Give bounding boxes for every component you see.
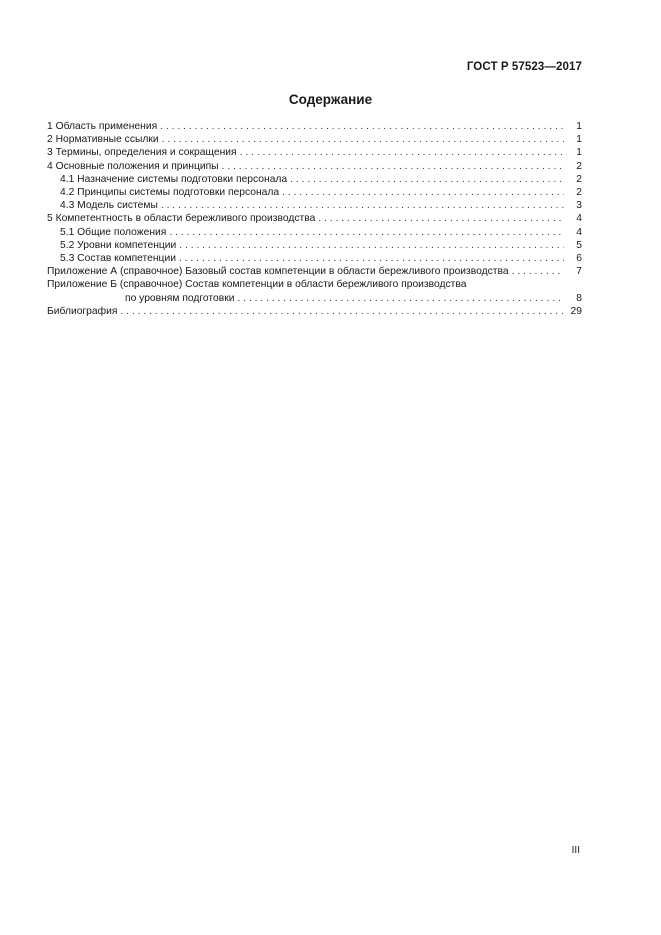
toc-leader-dots: [282, 186, 564, 199]
toc-leader-dots: [512, 265, 564, 278]
toc-entry-page: 4: [576, 213, 582, 225]
toc-entry-bibliography[interactable]: [47, 305, 582, 318]
toc-entry-appendix-a[interactable]: [47, 265, 582, 278]
toc-leader-dots: [120, 305, 564, 318]
toc-entry-label: 1 Область применения: [47, 121, 158, 132]
toc-entry-label: Приложение А (справочное) Базовый состав компетенции в области бережливого производства: [47, 266, 509, 278]
toc-entry-appendix-b-continuation[interactable]: [47, 292, 582, 305]
toc-leader-dots: [179, 252, 564, 265]
toc-entry-3[interactable]: [47, 146, 582, 159]
toc-leader-dots: [290, 173, 564, 186]
toc-entry-5-2[interactable]: [47, 239, 582, 252]
toc-entry-page: 4: [576, 226, 582, 238]
toc-entry-5-3[interactable]: [47, 252, 582, 265]
toc-entry-page: 8: [576, 292, 582, 304]
toc-leader-dots: [169, 226, 564, 239]
toc-leader-dots: [222, 160, 564, 173]
toc-entry-page: 6: [576, 253, 582, 265]
toc-entry-1[interactable]: [47, 120, 582, 133]
toc-leader-dots: [179, 239, 564, 252]
toc-entry-appendix-b[interactable]: [47, 278, 582, 291]
toc-entry-page: 3: [576, 200, 582, 212]
toc-entry-page: 1: [576, 121, 582, 132]
toc-entry-page: 7: [576, 266, 582, 278]
toc-entry-label: 4.1 Назначение системы подготовки персонала: [60, 173, 288, 185]
toc-entry-label: 4.3 Модель системы: [60, 200, 158, 212]
toc-entry-page: 2: [576, 173, 582, 185]
toc-entry-2[interactable]: [47, 133, 582, 146]
toc-entry-4-3[interactable]: [47, 199, 582, 212]
toc-leader-dots: [160, 120, 564, 133]
toc-entry-page: 2: [576, 160, 582, 172]
toc-entry-page: 2: [576, 187, 582, 199]
toc-entry-label: Библиография: [47, 305, 118, 317]
toc-entry-4-1[interactable]: [47, 173, 582, 186]
toc-leader-dots: [238, 292, 565, 305]
toc-title: Содержание: [288, 92, 373, 107]
toc-leader-dots: [161, 199, 564, 212]
toc-entry-label: Приложение Б (справочное) Состав компетенции в области бережливого производства: [47, 279, 467, 291]
toc-leader-dots: [162, 133, 564, 146]
toc-entry-label: 3 Термины, определения и сокращения: [47, 147, 237, 159]
toc-entry-label: 5.2 Уровни компетенции: [60, 239, 177, 251]
toc-entry-5[interactable]: [47, 212, 582, 225]
toc-entry-label: 5 Компетентность в области бережливого производства: [47, 213, 316, 225]
toc-entry-label: 5.3 Состав компетенции: [60, 253, 176, 265]
page-number: III: [571, 845, 580, 856]
toc-leader-dots: [240, 146, 564, 159]
toc-entry-label: 4.2 Принципы системы подготовки персонала: [60, 187, 280, 199]
toc-entry-4[interactable]: [47, 160, 582, 173]
document-standard-header: ГОСТ Р 57523—2017: [466, 61, 582, 73]
toc-entry-label: 4 Основные положения и принципы: [47, 160, 219, 172]
toc-entry-label: 5.1 Общие положения: [60, 226, 167, 238]
toc-entry-page: 29: [570, 305, 582, 317]
toc-entry-5-1[interactable]: [47, 226, 582, 239]
toc-entry-page: 1: [576, 147, 582, 159]
toc-entry-label: 2 Нормативные ссылки: [47, 134, 159, 146]
toc-entry-page: 5: [576, 239, 582, 251]
toc-leader-dots: [318, 212, 564, 225]
table-of-contents: [47, 120, 582, 318]
toc-entry-page: 1: [576, 134, 582, 146]
toc-entry-label-continuation: по уровням подготовки: [125, 292, 235, 304]
toc-entry-4-2[interactable]: [47, 186, 582, 199]
